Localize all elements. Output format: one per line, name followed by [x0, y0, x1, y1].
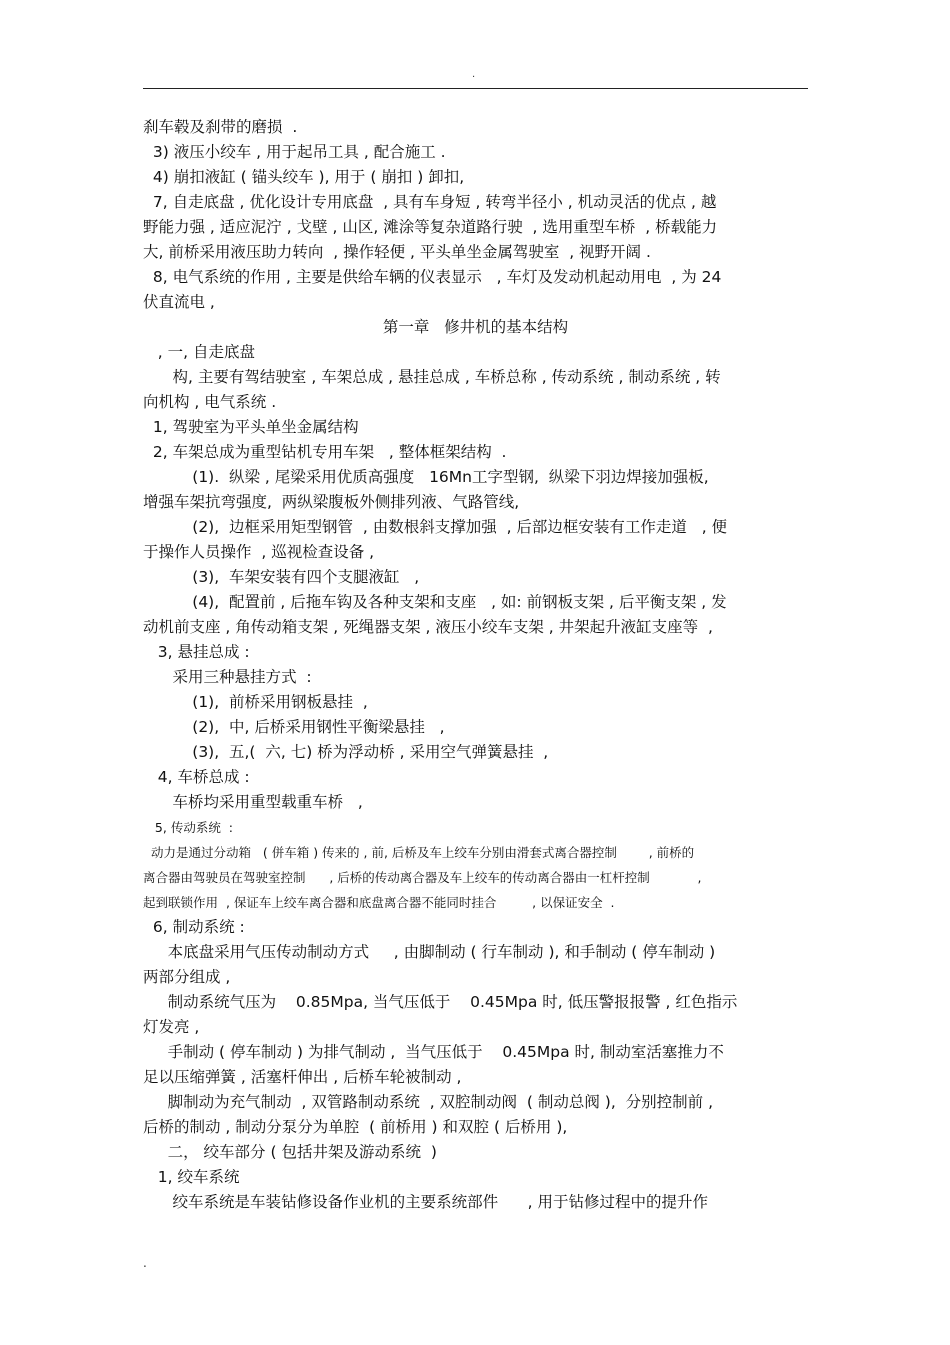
- text-line: 构, 主要有驾结驶室 , 车架总成 , 悬挂总成 , 车桥总称 , 传动系统 , 制动系统 , 转: [143, 368, 721, 386]
- text-line: 灯发亮 ,: [143, 1018, 200, 1036]
- text-line: (4), 配置前 , 后拖车钩及各种支架和支座 , 如: 前钢板支架 , 后平衡支架 , 发: [143, 593, 727, 611]
- chapter-heading: 第一章 修井机的基本结构: [382, 318, 569, 336]
- text-line: (2), 边框采用矩型钢管 , 由数根斜支撑加强 , 后部边框安装有工作走道 , 便: [143, 518, 728, 536]
- header-mark: .: [472, 69, 476, 80]
- text-line: (2), 中, 后桥采用钢性平衡梁悬挂 ,: [143, 718, 445, 736]
- text-line-small: 5, 传动系统 :: [143, 820, 233, 835]
- header-rule: [143, 88, 808, 89]
- text-line: 1, 驾驶室为平头单坐金属结构: [143, 418, 359, 436]
- text-line: 4) 崩扣液缸 ( 锚头绞车 ), 用于 ( 崩扣 ) 卸扣,: [143, 168, 465, 186]
- text-line: (1). 纵梁 , 尾梁采用优质高强度 16Mn工字型钢, 纵梁下羽边焊接加强板,: [143, 468, 709, 486]
- text-line: , 一, 自走底盘: [143, 343, 255, 361]
- text-line: 于操作人员操作 , 巡视检查设备 ,: [143, 543, 375, 561]
- text-line: 足以压缩弹簧 , 活塞杆伸出 , 后桥车轮被制动 ,: [143, 1068, 462, 1086]
- text-line: (3), 车架安装有四个支腿液缸 ,: [143, 568, 420, 586]
- text-line: 大, 前桥采用液压助力转向 , 操作轻便 , 平头单坐金属驾驶室 , 视野开阔 .: [143, 243, 651, 261]
- text-line: 增强车架抗弯强度, 两纵梁腹板外侧排列液、气路管线,: [143, 493, 520, 511]
- text-line: 3) 液压小绞车 , 用于起吊工具 , 配合施工 .: [143, 143, 446, 161]
- text-line: 2, 车架总成为重型钻机专用车架 , 整体框架结构 .: [143, 443, 507, 461]
- text-line: 1, 绞车系统: [143, 1168, 240, 1186]
- text-line: 7, 自走底盘 , 优化设计专用底盘 , 具有车身短 , 转弯半径小 , 机动灵活的优点 , 越: [143, 193, 717, 211]
- text-line: 8, 电气系统的作用 , 主要是供给车辆的仪表显示 , 车灯及发动机起动用电 , 为 24: [143, 268, 722, 286]
- text-line: 采用三种悬挂方式 :: [143, 668, 312, 686]
- text-line: 伏直流电 ,: [143, 293, 215, 311]
- text-line: 6, 制动系统 :: [143, 918, 245, 936]
- footer-mark: .: [143, 1256, 147, 1270]
- text-line: (1), 前桥采用钢板悬挂 ,: [143, 693, 368, 711]
- text-line: 绞车系统是车装钻修设备作业机的主要系统部件 , 用于钻修过程中的提升作: [143, 1193, 708, 1211]
- text-line: 两部分组成 ,: [143, 968, 231, 986]
- text-line: 后桥的制动 , 制动分泵分为单腔 ( 前桥用 ) 和双腔 ( 后桥用 ),: [143, 1118, 568, 1136]
- text-line: 向机构 , 电气系统 .: [143, 393, 277, 411]
- text-line: 车桥均采用重型载重车桥 ,: [143, 793, 363, 811]
- document-body: [143, 115, 808, 1215]
- text-line: 脚制动为充气制动 , 双管路制动系统 , 双腔制动阀 ( 制动总阀 ), 分别控制前 ,: [143, 1093, 713, 1111]
- text-line-small: 起到联锁作用 , 保证车上绞车离合器和底盘离合器不能同时挂合 , 以保证安全 .: [143, 895, 615, 910]
- text-line: 野能力强 , 适应泥泞 , 戈壁 , 山区, 滩涂等复杂道路行驶 , 选用重型车桥 , 桥载能力: [143, 218, 718, 236]
- text-line: 4, 车桥总成 :: [143, 768, 250, 786]
- text-line: 本底盘采用气压传动制动方式 , 由脚制动 ( 行车制动 ), 和手制动 ( 停车制动 ): [143, 943, 716, 961]
- text-line: (3), 五,( 六, 七) 桥为浮动桥 , 采用空气弹簧悬挂 ,: [143, 743, 549, 761]
- text-line: 动机前支座 , 角传动箱支架 , 死绳器支架 , 液压小绞车支架 , 井架起升液缸支座等 ,: [143, 618, 713, 636]
- text-line: 二， 绞车部分 ( 包括井架及游动系统 ): [143, 1143, 437, 1161]
- text-line-small: 离合器由驾驶员在驾驶室控制 , 后桥的传动离合器及车上绞车的传动离合器由一杠杆控制 ,: [143, 870, 702, 885]
- text-line: 3, 悬挂总成 :: [143, 643, 250, 661]
- text-line: 手制动 ( 停车制动 ) 为排气制动 , 当气压低于 0.45Mpa 时, 制动室活塞推力不: [143, 1043, 724, 1061]
- text-line: 刹车毂及刹带的磨损 .: [143, 118, 298, 136]
- text-line-small: 动力是通过分动箱 ( 併车箱 ) 传来的 , 前, 后桥及车上绞车分别由滑套式离合器控制 , 前桥的: [143, 845, 695, 860]
- text-line: 制动系统气压为 0.85Mpa, 当气压低于 0.45Mpa 时, 低压警报报警 , 红色指示: [143, 993, 738, 1011]
